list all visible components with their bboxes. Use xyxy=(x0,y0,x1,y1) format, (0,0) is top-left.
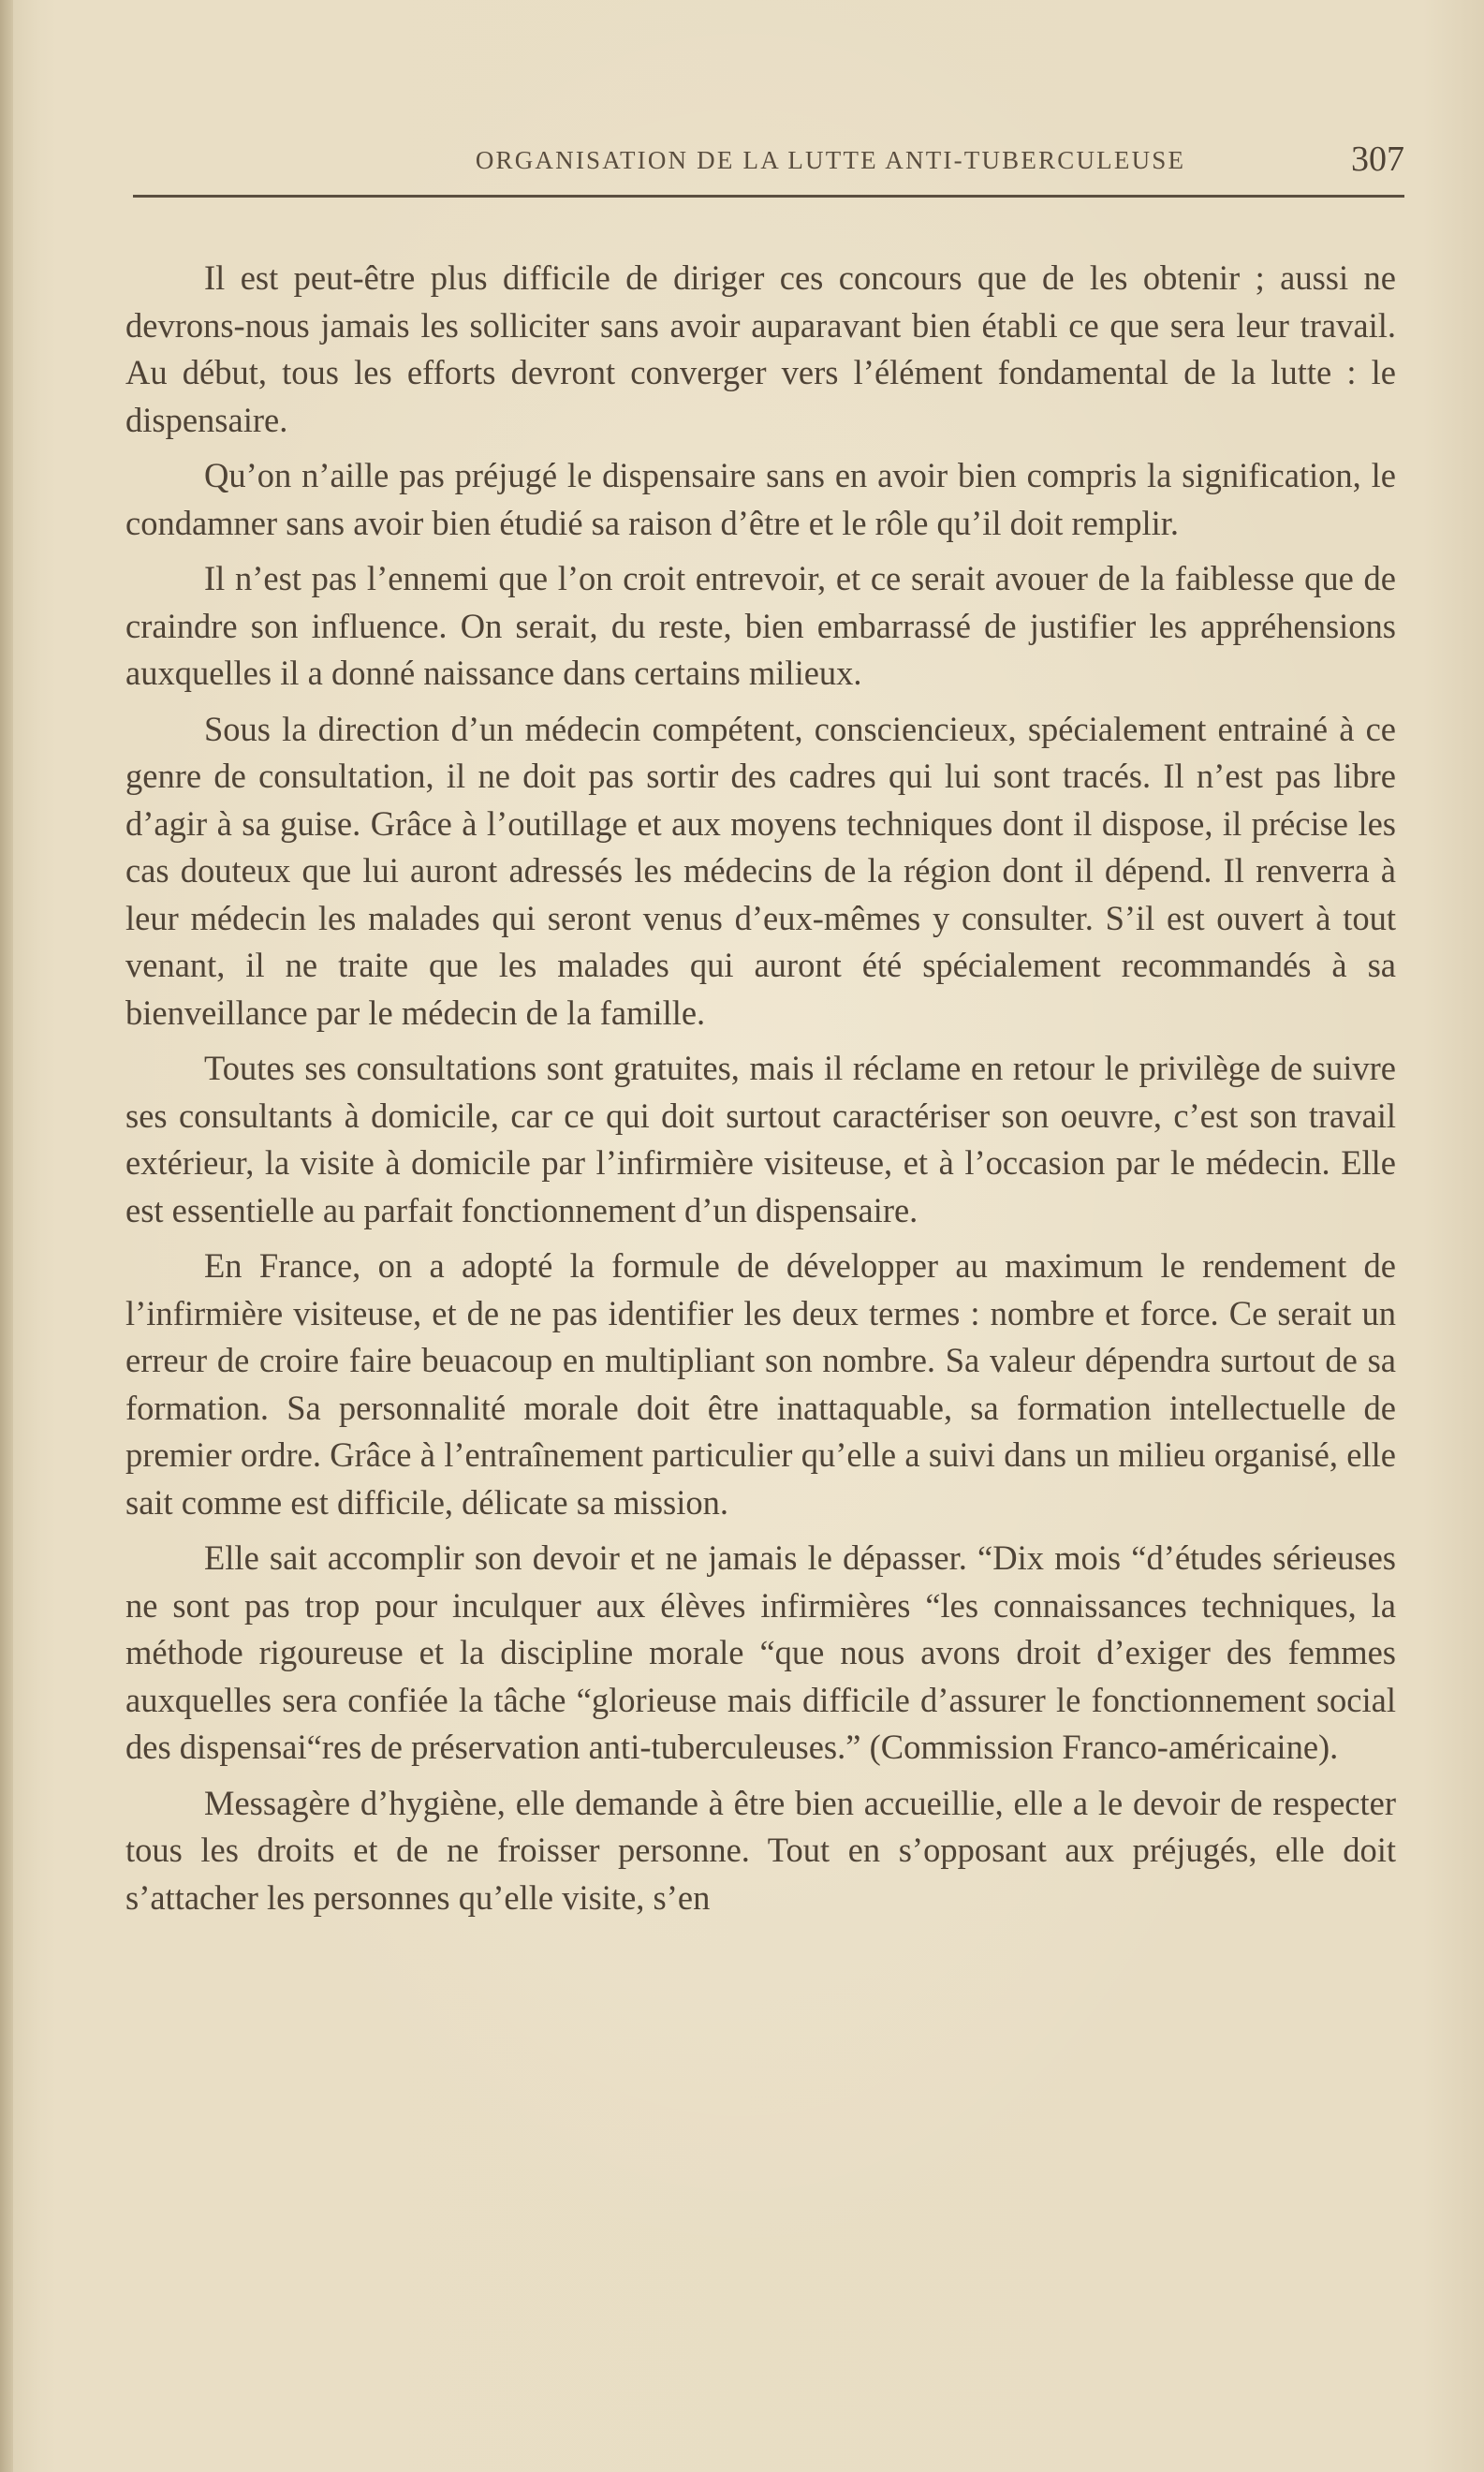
page-header xyxy=(133,139,1404,185)
running-head: ORGANISATION DE LA LUTTE ANTI-TUBERCULEUSE xyxy=(475,146,1186,174)
body-text xyxy=(125,255,1396,1930)
paragraph: Il n’est pas l’ennemi que l’on croit entrevoir, et ce serait avouer de la faiblesse que de craindre son influence. On serait, du reste, bien embarrassé de justifier les appréhensions auxquelles il a donné naissance dans certains milieux. xyxy=(125,559,1396,692)
page-binding-edge xyxy=(0,0,13,2472)
paragraph: Elle sait accomplir son devoir et ne jamais le dépasser. “Dix mois “d’études sérieuses ne sont pas trop pour inculquer aux élèves infirmières “les connaissances techniques, la méthode rigoureuse et la discipline morale “que nous avons droit d’exiger des femmes auxquelles sera confiée la tâche “glorieuse mais difficile d’assurer le fonctionnement social des dispensai“res de préservation anti-tuberculeuses.” (Commission Franco-américaine). xyxy=(125,1538,1396,1766)
paragraph: Messagère d’hygiène, elle demande à être bien accueillie, elle a le devoir de respecter tous les droits et de ne froisser personne. Tout en s’opposant aux préjugés, elle doit s’attacher les personnes qu’elle visite, s’en xyxy=(125,1783,1396,1917)
paragraph: Il est peut-être plus difficile de diriger ces concours que de les obtenir ; aussi ne devrons-nous jamais les solliciter sans avoir auparavant bien établi ce que sera leur travail. Au début, tous les efforts devront converger vers l’élément fondamental de la lutte : le dispensaire. xyxy=(125,258,1396,439)
paragraph: Sous la direction d’un médecin compétent, consciencieux, spécialement entrainé à ce genre de consultation, il ne doit pas sortir des cadres qui lui sont tracés. Il n’est pas libre d’agir à sa guise. Grâce à l’outillage et aux moyens techniques dont il dispose, il précise les cas douteux que lui auront adressés les médecins de la région dont il dépend. Il renverra à leur médecin les malades qui seront venus d’eux-mêmes y consulter. S’il est ouvert à tout venant, il ne traite que les malades qui auront été spécialement recommandés à sa bienveillance par le médecin de la famille. xyxy=(125,709,1396,1032)
paragraph: Qu’on n’aille pas préjugé le dispensaire sans en avoir bien compris la signification, le condamner sans avoir bien étudié sa raison d’être et le rôle qu’il doit remplir. xyxy=(125,456,1396,542)
header-rule xyxy=(133,195,1404,198)
paragraph: En France, on a adopté la formule de développer au maximum le rendement de l’infirmière visiteuse, et de ne pas identifier les deux termes : nombre et force. Ce serait un erreur de croire faire beuacoup en multipliant son nombre. Sa valeur dépendra surtout de sa formation. Sa personnalité morale doit être inattaquable, sa formation intellectuelle de premier ordre. Grâce à l’entraînement particulier qu’elle a suivi dans un milieu organisé, elle sait comme est difficile, délicate sa mission. xyxy=(125,1246,1396,1522)
page-number: 307 xyxy=(1351,140,1404,179)
paragraph: Toutes ses consultations sont gratuites, mais il réclame en retour le privilège de suivre ses consultants à domicile, car ce qui doit surtout caractériser son oeuvre, c’est son travail extérieur, la visite à domicile par l’infirmière visiteuse, et à l’occasion par le médecin. Elle est essentielle au parfait fonctionnement d’un dispensaire. xyxy=(125,1049,1396,1229)
